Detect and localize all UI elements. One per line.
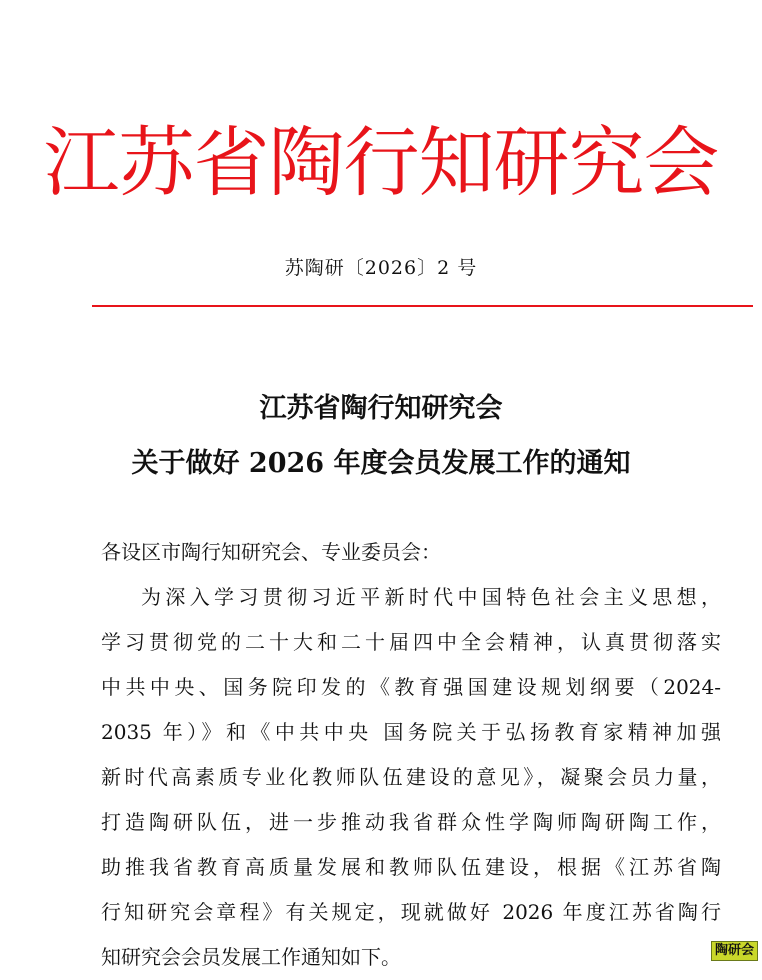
body-paragraph bbox=[101, 575, 721, 980]
paragraph-line: 中共中央、国务院印发的《教育强国建设规划纲要（2024- bbox=[101, 675, 721, 699]
paragraph-line: 打造陶研队伍，进一步推动我省群众性学陶师陶研陶工作， bbox=[101, 810, 721, 834]
paragraph-line: 为深入学习贯彻习近平新时代中国特色社会主义思想， bbox=[141, 585, 721, 609]
masthead-organization: 江苏省陶行知研究会 bbox=[43, 118, 719, 207]
document-number: 苏陶研〔2026〕2 号 bbox=[284, 257, 478, 279]
paragraph-line: 知研究会会员发展工作通知如下。 bbox=[101, 945, 401, 969]
paragraph-line: 行知研究会章程》有关规定，现就做好 2026 年度江苏省陶行 bbox=[101, 900, 721, 924]
salutation: 各设区市陶行知研究会、专业委员会： bbox=[101, 540, 441, 564]
paragraph-line: 助推我省教育高质量发展和教师队伍建设，根据《江苏省陶 bbox=[101, 855, 721, 879]
title-line-2: 关于做好 2026 年度会员发展工作的通知 bbox=[131, 448, 631, 479]
paragraph-line: 学习贯彻党的二十大和二十届四中全会精神，认真贯彻落实 bbox=[101, 630, 721, 654]
paragraph-line: 新时代高素质专业化教师队伍建设的意见》，凝聚会员力量， bbox=[101, 765, 721, 789]
red-divider-rule bbox=[92, 305, 753, 307]
title-line-1: 江苏省陶行知研究会 bbox=[259, 393, 503, 424]
watermark-stamp: 陶研会 bbox=[711, 941, 758, 961]
paragraph-line: 2035 年）》和《中共中央 国务院关于弘扬教育家精神加强 bbox=[101, 720, 721, 744]
